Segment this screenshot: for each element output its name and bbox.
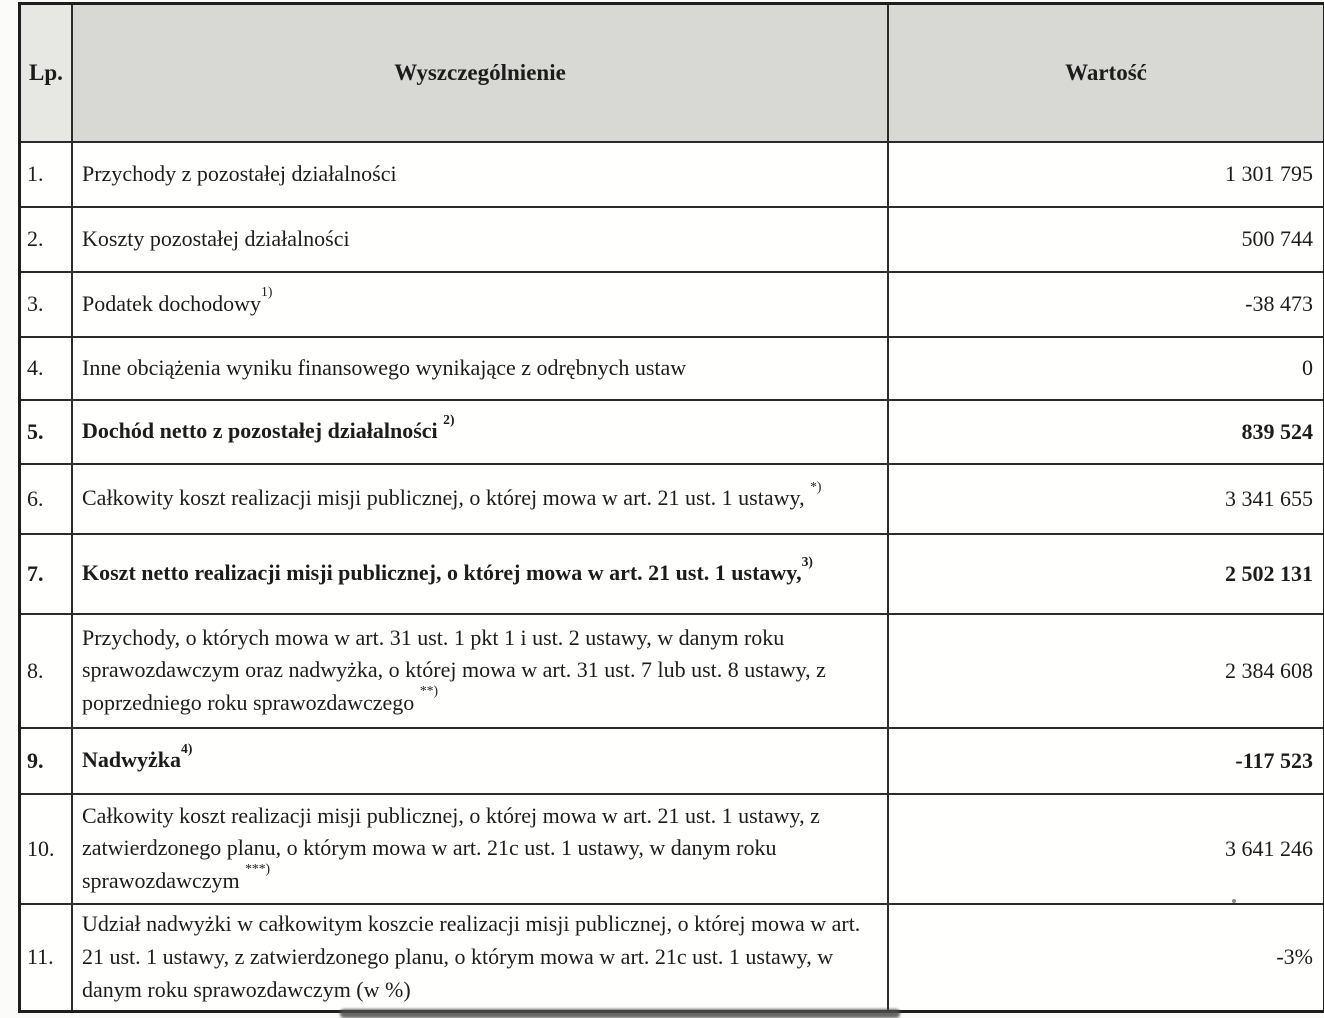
footnote-marker: *) [810, 479, 821, 494]
table-row [20, 337, 1324, 400]
row-label-text: Całkowity koszt realizacji misji publicznej, o której mowa w art. 21 ust. 1 ustawy, [82, 485, 810, 510]
financial-report-table [18, 2, 1324, 1013]
row-number: 11. [20, 904, 73, 1012]
row-label-text: Dochód netto z pozostałej działalności [82, 418, 443, 443]
row-value: -117 523 [888, 728, 1324, 794]
row-number: 3. [20, 272, 73, 337]
scanned-document-page [18, 2, 1310, 1013]
row-number: 5. [20, 400, 73, 464]
row-label [72, 272, 888, 337]
table-row [20, 207, 1324, 272]
row-number: 4. [20, 337, 73, 400]
table-header [20, 4, 1324, 142]
row-label-text: Koszt netto realizacji misji publicznej, o której mowa w art. 21 ust. 1 ustawy, [82, 560, 802, 585]
row-value: 2 502 131 [888, 534, 1324, 614]
row-number: 8. [20, 614, 73, 728]
row-label-text: Przychody, o których mowa w art. 31 ust. 1 pkt 1 i ust. 2 ustawy, w danym roku sprawozdawczym oraz nadwyżka, o której mowa w art. 31 ust. 7 lub ust. 8 ustawy, z poprzedniego roku sprawozdawczego [82, 625, 826, 715]
row-value: -3% [888, 904, 1324, 1012]
row-value: 3 341 655 [888, 464, 1324, 534]
footnote-marker: 1) [261, 284, 272, 299]
row-label-text: Podatek dochodowy [82, 291, 261, 316]
row-label-text: Udział nadwyżki w całkowitym koszcie realizacji misji publicznej, o której mowa w art. 21 ust. 1 ustawy, z zatwierdzonego planu, o którym mowa w art. 21c ust. 1 ustawy, w danym roku sprawozdawczym (w %) [82, 911, 860, 1001]
row-value: 500 744 [888, 207, 1324, 272]
row-label-text: Przychody z pozostałej działalności [82, 161, 397, 186]
row-number: 2. [20, 207, 73, 272]
row-number: 9. [20, 728, 73, 794]
table-row [20, 400, 1324, 464]
row-label [72, 534, 888, 614]
row-value: 839 524 [888, 400, 1324, 464]
table-row [20, 142, 1324, 207]
row-label-text: Inne obciążenia wyniku finansowego wynikające z odrębnych ustaw [82, 355, 686, 380]
table-row [20, 728, 1324, 794]
row-label [72, 337, 888, 400]
footnote-marker: **) [420, 683, 438, 698]
header-col-value: Wartość [888, 4, 1324, 142]
footnote-marker: 2) [443, 412, 454, 427]
table-row [20, 614, 1324, 728]
footnote-marker: 3) [802, 554, 813, 569]
header-row [20, 4, 1324, 142]
table-body [20, 142, 1324, 1012]
row-label-text: Nadwyżka [82, 747, 181, 772]
row-label-text: Koszty pozostałej działalności [82, 226, 350, 251]
row-label [72, 904, 888, 1012]
header-col-lp: Lp. [20, 4, 73, 142]
row-number: 7. [20, 534, 73, 614]
row-value: 3 641 246 [888, 794, 1324, 904]
table-row [20, 272, 1324, 337]
table-row [20, 794, 1324, 904]
row-label [72, 794, 888, 904]
row-label [72, 400, 888, 464]
row-value: 1 301 795 [888, 142, 1324, 207]
row-label [72, 142, 888, 207]
row-value: 2 384 608 [888, 614, 1324, 728]
row-number: 1. [20, 142, 73, 207]
row-label [72, 464, 888, 534]
table-row [20, 904, 1324, 1012]
row-label-text: Całkowity koszt realizacji misji publicznej, o której mowa w art. 21 ust. 1 ustawy, z zatwierdzonego planu, o którym mowa w art. 21c ust. 1 ustawy, w danym roku sprawozdawczym [82, 803, 820, 893]
table-row [20, 464, 1324, 534]
footnote-marker: ***) [245, 861, 270, 876]
row-label [72, 728, 888, 794]
row-value: -38 473 [888, 272, 1324, 337]
footnote-marker: 4) [181, 741, 192, 756]
header-col-specification: Wyszczególnienie [72, 4, 888, 142]
row-value: 0 [888, 337, 1324, 400]
scan-artifact-dot [1232, 899, 1236, 903]
table-row [20, 534, 1324, 614]
row-number: 6. [20, 464, 73, 534]
row-label [72, 614, 888, 728]
row-number: 10. [20, 794, 73, 904]
row-label [72, 207, 888, 272]
